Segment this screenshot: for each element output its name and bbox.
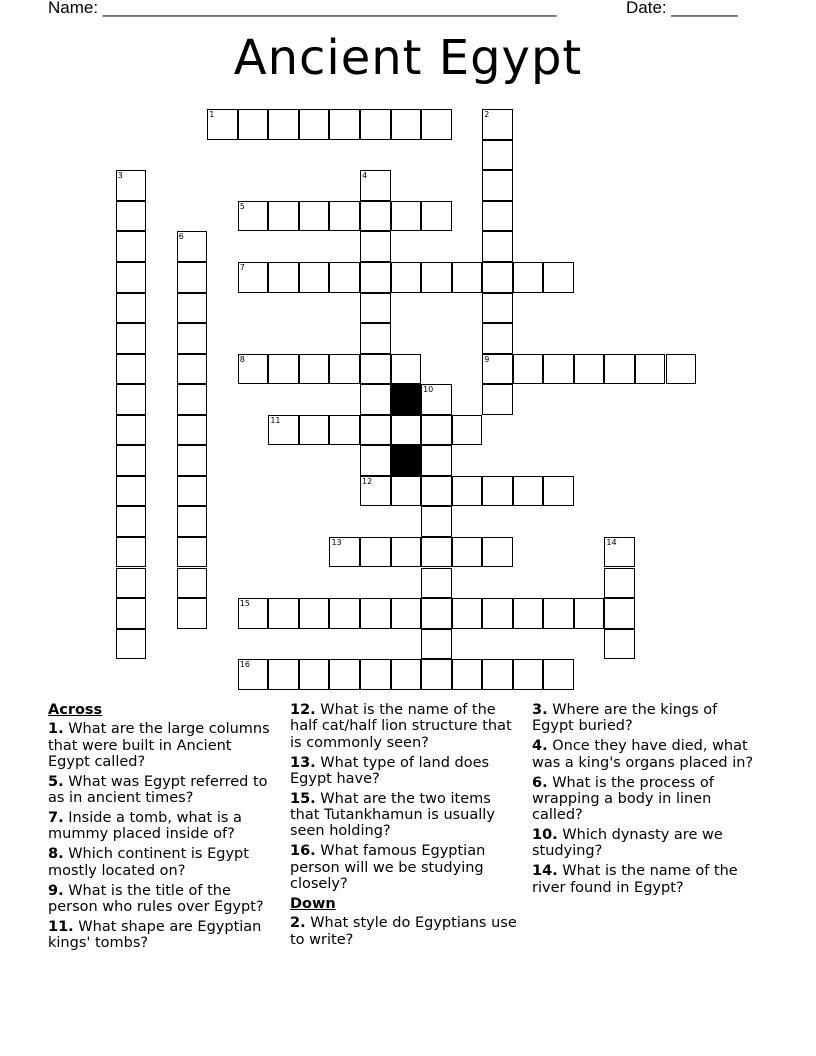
grid-block	[391, 384, 422, 415]
grid-cell[interactable]	[360, 323, 391, 354]
grid-cell[interactable]	[177, 231, 208, 262]
clue-down-2: 2. What style do Egyptians use to write?	[290, 915, 517, 948]
clues-column-3	[532, 702, 760, 900]
grid-cell[interactable]	[116, 445, 147, 476]
grid-cell[interactable]	[177, 445, 208, 476]
grid-cell[interactable]	[391, 476, 422, 507]
grid-cell[interactable]	[482, 231, 513, 262]
grid-cell[interactable]	[391, 598, 422, 629]
grid-cell[interactable]	[482, 170, 513, 201]
grid-cell[interactable]	[177, 293, 208, 324]
grid-cell[interactable]	[543, 262, 574, 293]
grid-cell[interactable]	[452, 659, 483, 690]
grid-cell[interactable]	[421, 476, 452, 507]
clue-number: 2	[484, 110, 490, 120]
grid-cell[interactable]	[513, 354, 544, 385]
clue-down-3: 3. Where are the kings of Egypt buried?	[532, 702, 718, 735]
grid-cell[interactable]	[513, 476, 544, 507]
clue-number: 13	[331, 537, 342, 547]
grid-cell[interactable]	[299, 354, 330, 385]
grid-cell[interactable]	[177, 354, 208, 385]
grid-cell[interactable]	[482, 598, 513, 629]
grid-cell[interactable]	[360, 384, 391, 415]
grid-cell[interactable]	[329, 201, 360, 232]
grid-cell[interactable]	[482, 140, 513, 171]
grid-cell[interactable]	[666, 354, 697, 385]
grid-cell[interactable]	[329, 415, 360, 446]
grid-cell[interactable]	[116, 598, 147, 629]
grid-cell[interactable]	[329, 659, 360, 690]
grid-cell[interactable]	[543, 354, 574, 385]
grid-cell[interactable]	[360, 293, 391, 324]
clue-number: 8	[239, 354, 245, 364]
page-title: Ancient Egypt	[233, 30, 583, 86]
grid-cell[interactable]	[482, 109, 513, 140]
grid-cell[interactable]	[360, 201, 391, 232]
grid-cell[interactable]	[116, 170, 147, 201]
grid-cell[interactable]	[238, 109, 269, 140]
grid-cell[interactable]	[268, 109, 299, 140]
grid-cell[interactable]	[482, 293, 513, 324]
grid-cell[interactable]	[268, 201, 299, 232]
grid-cell[interactable]	[238, 262, 269, 293]
grid-cell[interactable]	[360, 354, 391, 385]
clue-across-1: 1. What are the large columns that were built in Ancient Egypt called?	[48, 721, 270, 770]
grid-cell[interactable]	[452, 598, 483, 629]
grid-cell[interactable]	[482, 537, 513, 568]
grid-cell[interactable]	[421, 598, 452, 629]
grid-cell[interactable]	[604, 598, 635, 629]
clue-number: 1	[209, 110, 215, 120]
grid-cell[interactable]	[391, 201, 422, 232]
grid-cell[interactable]	[604, 568, 635, 599]
grid-cell[interactable]	[482, 201, 513, 232]
clue-across-11: 11. What shape are Egyptian kings' tombs?	[48, 919, 262, 952]
grid-cell[interactable]	[421, 568, 452, 599]
grid-cell[interactable]	[238, 659, 269, 690]
grid-cell[interactable]	[299, 109, 330, 140]
clue-number: 5	[239, 201, 245, 211]
grid-cell[interactable]	[299, 415, 330, 446]
grid-cell[interactable]	[452, 537, 483, 568]
grid-cell[interactable]	[329, 354, 360, 385]
clue-across-15: 15. What are the two items that Tutankhamun is usually seen holding?	[290, 790, 495, 840]
clue-across-5: 5. What was Egypt referred to as in ancient times?	[48, 773, 268, 807]
grid-cell[interactable]	[635, 354, 666, 385]
grid-cell[interactable]	[360, 231, 391, 262]
grid-cell[interactable]	[482, 384, 513, 415]
grid-cell[interactable]	[177, 568, 208, 599]
grid-cell[interactable]	[482, 354, 513, 385]
grid-cell[interactable]	[421, 262, 452, 293]
grid-cell[interactable]	[360, 598, 391, 629]
clue-across-7: 7. Inside a tomb, what is a mummy placed inside of?	[48, 810, 242, 843]
grid-cell[interactable]	[452, 476, 483, 507]
clue-number: 16	[239, 660, 250, 670]
grid-cell[interactable]	[574, 598, 605, 629]
grid-cell[interactable]	[360, 476, 391, 507]
grid-cell[interactable]	[116, 384, 147, 415]
clue-number: 12	[362, 476, 373, 486]
grid-cell[interactable]	[177, 415, 208, 446]
grid-cell[interactable]	[116, 323, 147, 354]
grid-cell[interactable]	[421, 384, 452, 415]
across-heading: Across	[48, 702, 103, 718]
grid-cell[interactable]	[391, 537, 422, 568]
grid-cell[interactable]	[360, 262, 391, 293]
grid-cell[interactable]	[116, 201, 147, 232]
clue-across-9: 9. What is the title of the person who rules over Egypt?	[48, 882, 264, 916]
grid-cell[interactable]	[116, 568, 147, 599]
grid-cell[interactable]	[421, 201, 452, 232]
grid-cell[interactable]	[360, 445, 391, 476]
grid-cell[interactable]	[329, 262, 360, 293]
grid-cell[interactable]	[116, 476, 147, 507]
grid-cell[interactable]	[421, 506, 452, 537]
grid-cell[interactable]	[268, 659, 299, 690]
grid-cell[interactable]	[452, 262, 483, 293]
grid-cell[interactable]	[177, 323, 208, 354]
grid-cell[interactable]	[177, 537, 208, 568]
grid-cell[interactable]	[177, 262, 208, 293]
grid-cell[interactable]	[116, 231, 147, 262]
clue-across-12: 12. What is the name of the half cat/half lion structure that is commonly seen?	[290, 702, 512, 751]
clue-number: 3	[117, 171, 123, 181]
grid-cell[interactable]	[543, 476, 574, 507]
clue-number: 14	[606, 537, 617, 547]
name-field: Name: ________________________________________________	[48, 0, 557, 17]
grid-cell[interactable]	[116, 537, 147, 568]
grid-cell[interactable]	[421, 659, 452, 690]
grid-cell[interactable]	[391, 354, 422, 385]
date-field: Date: _______	[626, 0, 738, 17]
grid-cell[interactable]	[329, 598, 360, 629]
grid-cell[interactable]	[482, 262, 513, 293]
grid-cell[interactable]	[604, 354, 635, 385]
grid-cell[interactable]	[177, 598, 208, 629]
grid-cell[interactable]	[604, 629, 635, 660]
grid-cell[interactable]	[116, 629, 147, 660]
grid-cell[interactable]	[299, 262, 330, 293]
grid-cell[interactable]	[360, 109, 391, 140]
grid-cell[interactable]	[421, 629, 452, 660]
grid-cell[interactable]	[360, 537, 391, 568]
grid-cell[interactable]	[482, 476, 513, 507]
grid-cell[interactable]	[268, 415, 299, 446]
clue-down-10: 10. Which dynasty are we studying?	[532, 827, 723, 860]
grid-cell[interactable]	[513, 262, 544, 293]
grid-cell[interactable]	[238, 354, 269, 385]
grid-cell[interactable]	[238, 201, 269, 232]
grid-cell[interactable]	[391, 415, 422, 446]
grid-cell[interactable]	[543, 659, 574, 690]
clues-column-1	[48, 702, 276, 955]
clue-number: 11	[270, 415, 281, 425]
grid-cell[interactable]	[177, 476, 208, 507]
grid-cell[interactable]	[268, 262, 299, 293]
clue-across-13: 13. What type of land does Egypt have?	[290, 754, 490, 787]
grid-cell[interactable]	[329, 537, 360, 568]
clue-number: 6	[178, 232, 184, 242]
grid-cell[interactable]	[116, 415, 147, 446]
grid-cell[interactable]	[543, 598, 574, 629]
grid-cell[interactable]	[116, 506, 147, 537]
grid-cell[interactable]	[391, 109, 422, 140]
grid-cell[interactable]	[238, 598, 269, 629]
grid-block	[391, 445, 422, 476]
grid-cell[interactable]	[391, 262, 422, 293]
clue-number: 7	[239, 263, 245, 272]
grid-cell[interactable]	[604, 537, 635, 568]
grid-cell[interactable]	[116, 262, 147, 293]
clue-down-4: 4. Once they have died, what was a king's organs placed in?	[532, 738, 754, 771]
clue-number: 4	[362, 171, 368, 181]
grid-cell[interactable]	[116, 293, 147, 324]
grid-cell[interactable]	[452, 415, 483, 446]
grid-cell[interactable]	[421, 445, 452, 476]
grid-cell[interactable]	[421, 537, 452, 568]
clue-across-8: 8. Which continent is Egypt mostly located on?	[48, 846, 249, 879]
grid-cell[interactable]	[299, 598, 330, 629]
clue-number: 10	[423, 385, 434, 395]
grid-cell[interactable]	[177, 506, 208, 537]
clue-down-6: 6. What is the process of wrapping a body in linen called?	[532, 774, 714, 824]
down-heading: Down	[290, 896, 336, 913]
grid-cell[interactable]	[116, 354, 147, 385]
grid-cell[interactable]	[299, 201, 330, 232]
grid-cell[interactable]	[574, 354, 605, 385]
clue-down-14: 14. What is the name of the river found in Egypt?	[532, 863, 738, 896]
clue-number: 9	[484, 354, 490, 364]
clue-across-16: 16. What famous Egyptian person will we be studying closely?	[290, 843, 486, 893]
grid-cell[interactable]	[177, 384, 208, 415]
grid-cell[interactable]	[391, 659, 422, 690]
grid-cell[interactable]	[299, 659, 330, 690]
grid-cell[interactable]	[329, 109, 360, 140]
grid-cell[interactable]	[513, 598, 544, 629]
grid-cell[interactable]	[268, 354, 299, 385]
clues-column-2	[290, 702, 518, 952]
grid-cell[interactable]	[421, 415, 452, 446]
grid-cell[interactable]	[360, 659, 391, 690]
grid-cell[interactable]	[360, 415, 391, 446]
grid-cell[interactable]	[207, 109, 238, 140]
grid-cell[interactable]	[482, 659, 513, 690]
clue-number: 15	[239, 599, 250, 609]
grid-cell[interactable]	[421, 109, 452, 140]
grid-cell[interactable]	[513, 659, 544, 690]
grid-cell[interactable]	[268, 598, 299, 629]
grid-cell[interactable]	[482, 323, 513, 354]
grid-cell[interactable]	[360, 170, 391, 201]
